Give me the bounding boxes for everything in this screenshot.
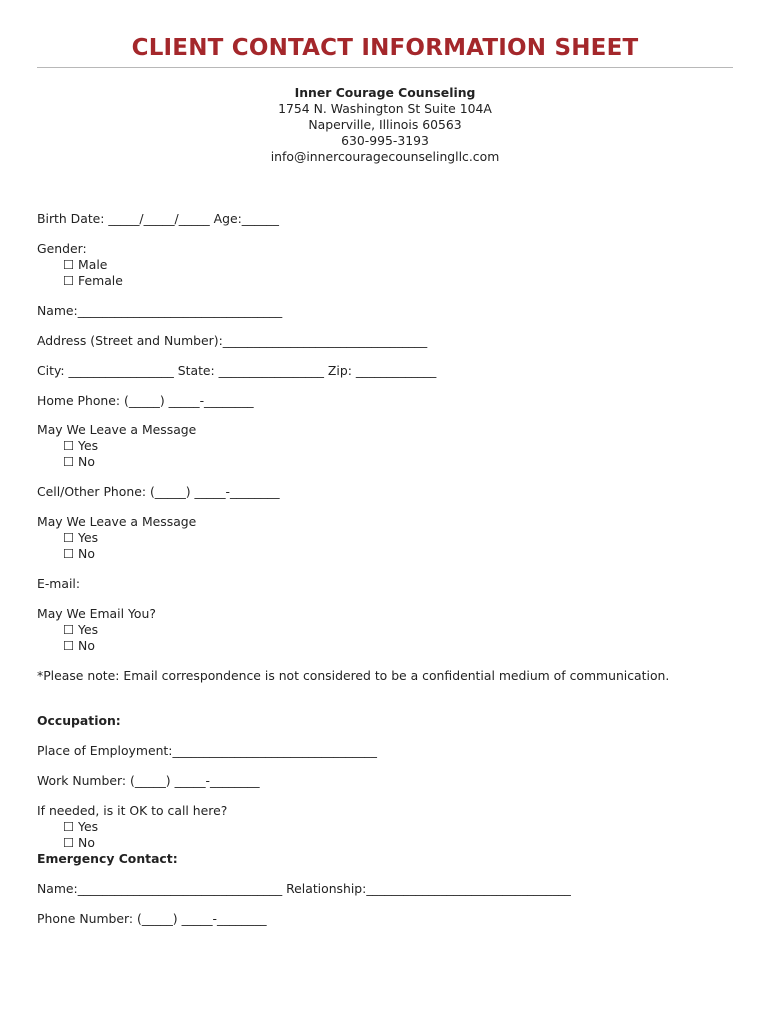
emergency-phone-field[interactable]: Phone Number: (_____) _____-________: [37, 911, 267, 926]
org-address-line2: Naperville, Illinois 60563: [308, 117, 462, 132]
organization-header: [0, 85, 770, 165]
work-number-field[interactable]: Work Number: (_____) _____-________: [37, 773, 260, 788]
cell-message-no-checkbox[interactable]: ☐ No: [63, 546, 95, 561]
gender-label: Gender:: [37, 241, 87, 256]
page-title: CLIENT CONTACT INFORMATION SHEET: [131, 35, 639, 61]
home-message-label: May We Leave a Message: [37, 422, 197, 437]
home-message-yes-checkbox[interactable]: ☐ Yes: [63, 438, 99, 453]
title-divider: [37, 67, 733, 68]
email-permission-no-checkbox[interactable]: ☐ No: [63, 638, 95, 653]
call-ok-yes-checkbox[interactable]: ☐ Yes: [63, 819, 99, 834]
birth-date-field[interactable]: Birth Date: _____/_____/_____ Age:______: [37, 211, 279, 226]
email-permission-label: May We Email You?: [37, 606, 156, 621]
gender-male-checkbox[interactable]: ☐ Male: [63, 257, 108, 272]
email-field[interactable]: E-mail:: [37, 576, 81, 591]
org-email: info@innercouragecounselingllc.com: [270, 149, 500, 164]
cell-message-label: May We Leave a Message: [37, 514, 197, 529]
city-state-zip-field[interactable]: City: _________________ State: _________________ Zip: _____________: [37, 363, 437, 378]
org-name: Inner Courage Counseling: [294, 85, 476, 100]
address-field[interactable]: Address (Street and Number):_________________________________: [37, 333, 428, 348]
emergency-contact-heading: Emergency Contact:: [37, 851, 178, 866]
occupation-heading: Occupation:: [37, 713, 121, 728]
name-field[interactable]: Name:_________________________________: [37, 303, 283, 318]
cell-message-yes-checkbox[interactable]: ☐ Yes: [63, 530, 99, 545]
email-permission-yes-checkbox[interactable]: ☐ Yes: [63, 622, 99, 637]
email-confidentiality-note: *Please note: Email correspondence is not considered to be a confidential medium of communication.: [37, 668, 670, 683]
org-phone: 630-995-3193: [341, 133, 429, 148]
place-of-employment-field[interactable]: Place of Employment:_________________________________: [37, 743, 377, 758]
home-phone-field[interactable]: Home Phone: (_____) _____-________: [37, 393, 254, 408]
org-address-line1: 1754 N. Washington St Suite 104A: [278, 101, 492, 116]
call-ok-label: If needed, is it OK to call here?: [37, 803, 228, 818]
call-ok-no-checkbox[interactable]: ☐ No: [63, 835, 95, 850]
home-message-no-checkbox[interactable]: ☐ No: [63, 454, 95, 469]
emergency-name-relationship-field[interactable]: Name:_________________________________ Relationship:_________________________________: [37, 881, 571, 896]
cell-phone-field[interactable]: Cell/Other Phone: (_____) _____-________: [37, 484, 280, 499]
gender-female-checkbox[interactable]: ☐ Female: [63, 273, 123, 288]
